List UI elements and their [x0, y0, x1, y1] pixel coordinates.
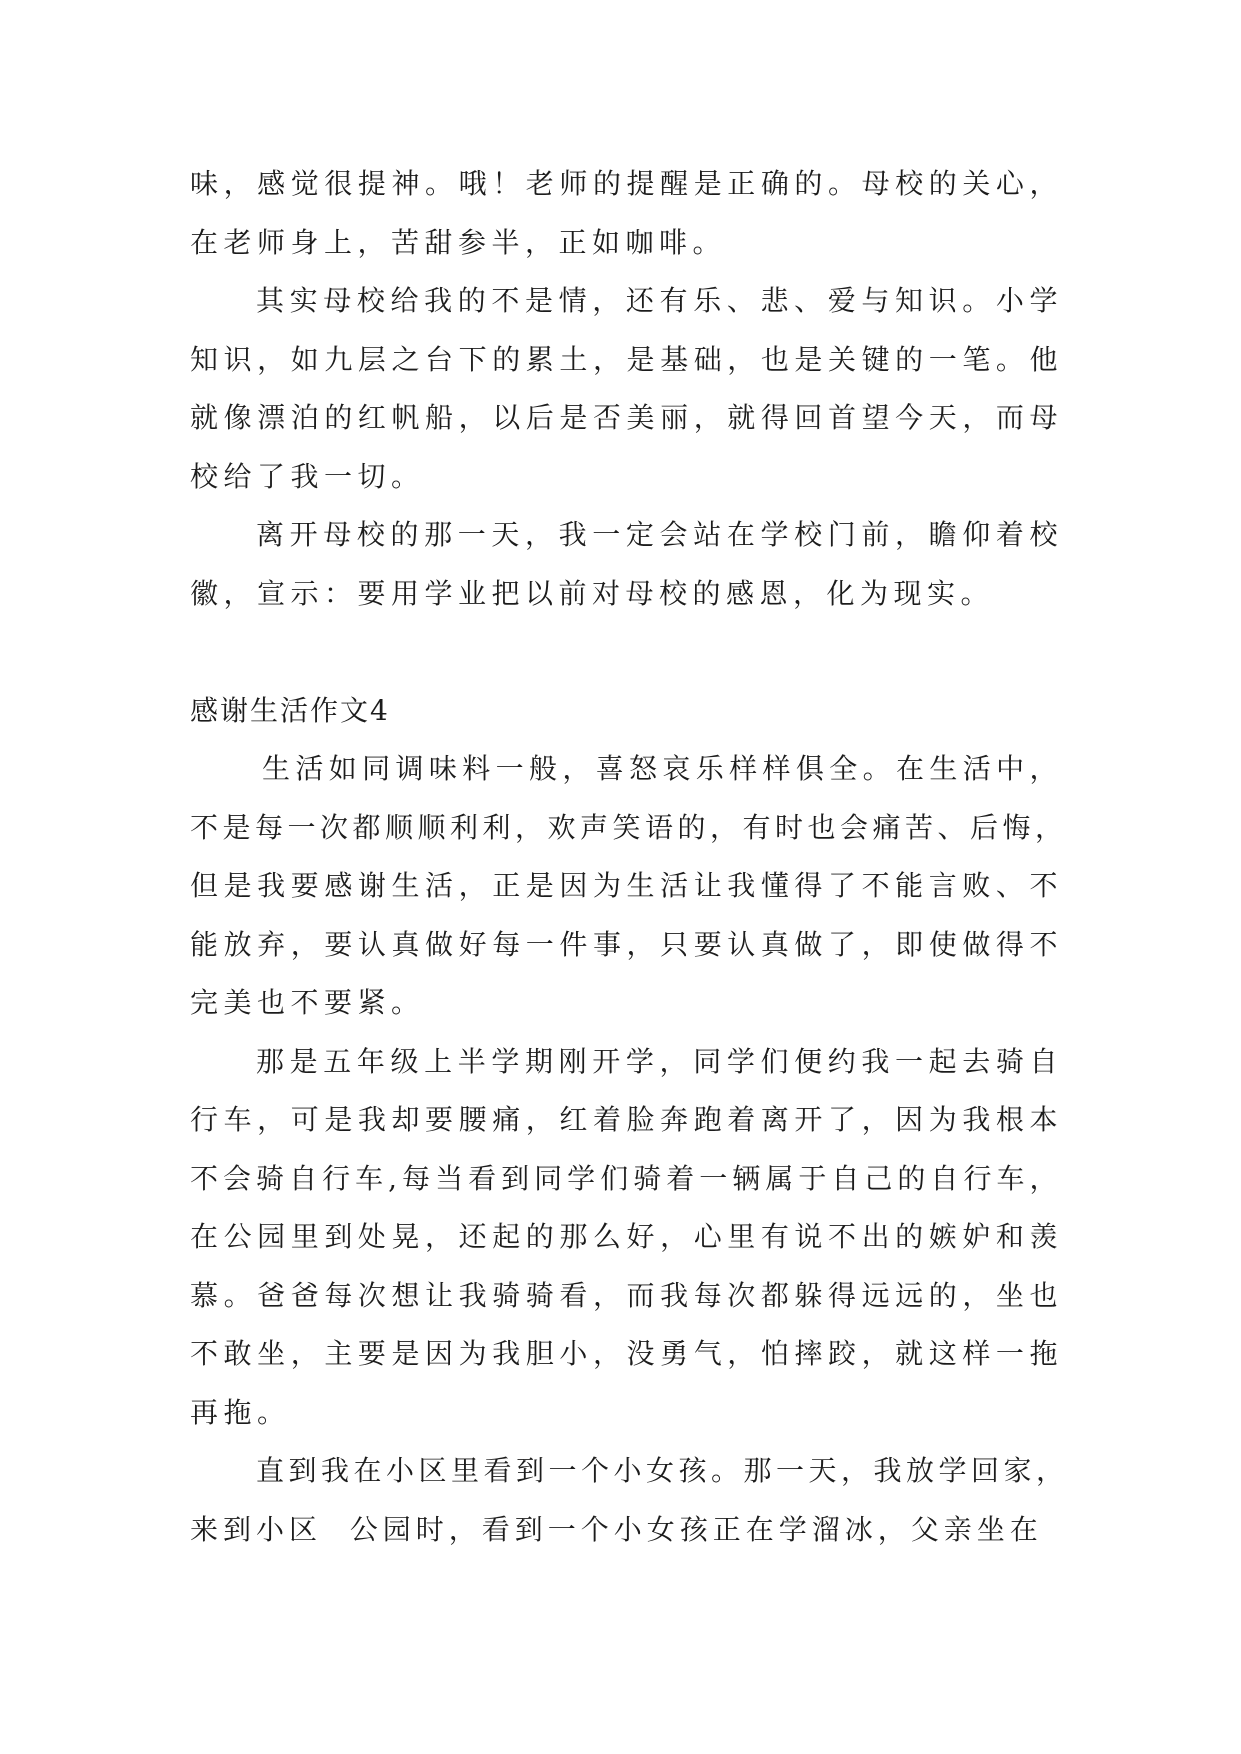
- text-line: 直到我在小区里看到一个小女孩。那一天，我放学回家，: [256, 1454, 1069, 1487]
- text-line: 行车，可是我却要腰痛，红着脸奔跑着离开了，因为我根本: [190, 1103, 1062, 1136]
- text-line: 完美也不要紧。: [190, 986, 425, 1019]
- text-line: 味，感觉很提神。哦！老师的提醒是正确的。母校的关心，: [190, 167, 1062, 200]
- text-line: 就像漂泊的红帆船，以后是否美丽，就得回首望今天，而母: [190, 401, 1062, 434]
- text-line: 离开母校的那一天，我一定会站在学校门前，瞻仰着校: [256, 518, 1062, 551]
- text-line: 徽，宣示：要用学业把以前对母校的感恩，化为现实。: [190, 576, 995, 610]
- document-body: [190, 155, 1069, 1559]
- text-line: 不会骑自行车,每当看到同学们骑着一辆属于自己的自行车，: [190, 1161, 1062, 1195]
- paragraph: [190, 155, 1062, 272]
- paragraph: [190, 1442, 1069, 1559]
- text-line: 不敢坐，主要是因为我胆小，没勇气，怕摔跤，就这样一拖: [190, 1337, 1062, 1370]
- text-line: 慕。爸爸每次想让我骑骑看，而我每次都躲得远远的，坐也: [190, 1278, 1062, 1312]
- text-line: 那是五年级上半学期刚开学，同学们便约我一起去骑自: [256, 1044, 1062, 1078]
- text-line: 不是每一次都顺顺利利，欢声笑语的，有时也会痛苦、后悔，: [190, 810, 1068, 844]
- text-line: 校给了我一切。: [190, 459, 425, 493]
- text-line: 在公园里到处晃，还起的那么好，心里有说不出的嫉妒和羡: [190, 1220, 1062, 1253]
- paragraph: [190, 1033, 1062, 1443]
- text-line: 知识，如九层之台下的累土，是基础，也是关键的一笔。他: [190, 342, 1062, 376]
- text-line: 生活如同调味料一般，喜怒哀乐样样俱全。在生活中，: [262, 752, 1062, 785]
- text-line: 在老师身上，苦甜参半，正如咖啡。: [190, 225, 727, 259]
- paragraph: [190, 506, 1062, 623]
- section-heading: 感谢生活作文4: [190, 693, 390, 727]
- text-line: 其实母校给我的不是情，还有乐、悲、爱与知识。小学: [256, 284, 1062, 317]
- text-line: 来到小区 公园时，看到一个小女孩正在学溜冰，父亲坐在: [190, 1512, 1043, 1546]
- text-line: 再拖。: [190, 1395, 291, 1429]
- blank-line: [190, 623, 1062, 682]
- text-line: 能放弃，要认真做好每一件事，只要认真做了，即使做得不: [190, 927, 1062, 961]
- paragraph: [190, 740, 1068, 1033]
- text-line: 但是我要感谢生活，正是因为生活让我懂得了不能言败、不: [190, 869, 1062, 902]
- paragraph: [190, 272, 1062, 506]
